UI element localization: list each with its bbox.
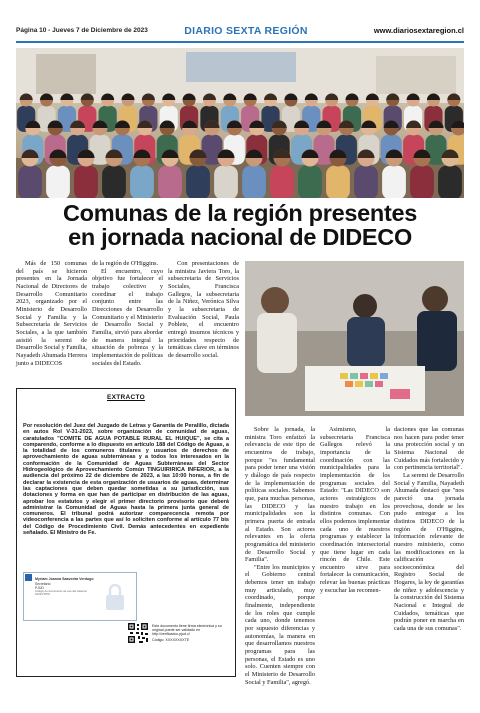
person-figure [242,166,266,198]
person-figure [186,166,210,198]
group-photo [16,48,464,198]
header-rule [16,41,464,43]
headline-line-2: en jornada nacional de DIDECO [68,224,412,250]
article-paragraph: Más de 150 comunas del país se hicieron presentes en la Jornada Nacional de Directores de Desarrollo Comunitario 2023, organizado por el Ministerio de Desarrollo Social y Familia y la Subsecretaría de Servicios Sociales, a la que también asistió la seremi de Desarrollo Social y Familia, Nayadeth Ahumada Herrera junto a DIDECOS [16,260,87,367]
article-column-4 [245,426,315,686]
person-figure [18,166,42,198]
person-figure [46,166,70,198]
signer-role: Secretario [35,582,51,586]
article-paragraph: de la región de O'Higgins. [92,260,159,267]
article-paragraph: Con presentaciones de la ministra Javiera Toro, la subsecretaria de Servicios Sociales, Francisca Gallegos, la subsecretaria de la Niñez, Verónica Silva y la subsecretaria de Evaluación Social, Paula Poblete, el encuentro entregó insumos técnicos y prioridades respecto de temáticas clave en términos de desarrollo social. [168,260,239,359]
signer-org: PJUD [35,586,44,590]
article-paragraph: La seremi de Desarrollo Social y Familia, Nayadeth Ahumada destacó que "nos pareció una jornada provechosa, donde se les pudo entregar a los distintos DIDECO de la región de O'Higgins, información relevante de nuestro ministerio, como las modificaciones en la calificación socioeconómica del Registro Social de Hogares, la ley de garantías de niñez y adolescencia y la construcción del Sistema Nacional e Integral de Cuidados, temáticas que podrán poner en marcha en cada una de sus comunas". [394,471,464,633]
page-number-date: Página 10 - Jueves 7 de Diciembre de 2023 [16,27,148,34]
workshop-photo-illustration [245,261,464,416]
person-figure [130,166,154,198]
group-photo-illustration [16,48,464,198]
signer-name: Myriam Joanna Saavedra Verdugo [35,577,94,581]
person-figure [410,166,434,198]
article-paragraph: Asimismo, la subsecretaria Francisca Gallegos relevó la importancia de la coordinación con las municipalidades para la implementación de los programas sociales del Estado: "Las DIDECO son actores estratégicos de nuestro trabajo en los distintos comunas. Con ellos podemos implementar cada uno de nuestros programas y establecer la coordinación intersectorial que tiene lugar en cada rincón de Chile. Este encuentro sirve para fortalecer la comunicación, relevar las buenas prácticas y escuchar las recomen- [320,426,390,594]
legal-notice-box [16,388,236,677]
person-figure [158,166,182,198]
pjud-logo-icon [25,574,32,581]
headline-line-1: Comunas de la región presentes [62,200,418,226]
article-paragraph: daciones que las comunas nos hacen para poder tener una protección social y un Sistema Nacional de Cuidados más fortalecido y con pertinencia territorial". [394,426,464,472]
legal-notice-title: EXTRACTO [106,394,146,401]
signature-lock-icon [100,581,130,613]
article-column-2 [92,260,163,367]
qr-validation-code: Código: XXXXXXXXTE [152,638,190,642]
qr-code-icon[interactable] [127,622,149,644]
person-figure [270,166,294,198]
article-paragraph: "Entre los municipios y el Gobierno central debemos tener un trabajo muy articulado, muy coordinado, porque finalmente, independiente de los roles que cumple cada uno, donde tenemos por supuesto diferencias y autonomías, la manera en que desarrollamos nuestros programas para las personas, el Estado es uno solo. Cuenten siempre con el Ministerio de Desarrollo Social y Familia", agregó. [245,563,315,686]
legal-notice-body: Por resolución del Juez del Juzgado de Letras y Garantía de Peralillo, dictada en autos Rol V-31-2023, sobre organización de comunidad de aguas, caratulados "COMITE DE AGUA POTABLE RURAL EL HUIQUE", se cita a comparendo, conforme a lo dispuesto en artículo 188 del Código de Aguas, a la totalidad de los comuneros titulares y usuarios de derechos de aprovechamiento de aguas subterráneas y a todos los interesados en la conformación de la Comunidad de Aguas Subterráneas del Sector Hidrogeológico de Aprovechamiento Común TINGUIRIRICA INFERIOR, a la audiencia del próximo 22 de diciembre de 2023, a las 10:00 horas, a fin de declarar la existencia de esta organización de usuarios de aguas, determinar las captaciones que deben quedar sometidas a su jurisdicción, sus dotaciones y forma en que han de participar en distribución de las aguas, aprobar los estatutos y elegir el primer directorio provisorio que deberá administrar la Comunidad de Aguas hasta la primera junta general de comuneros. El tribunal podrá autorizar comparecencia remota por videoconferencia a las partes que así lo soliciten conforme al artículo 77 bis del Código de Procedimiento Civil. Demás antecedentes en expediente señalado. El Ministro de Fe. [23,423,229,537]
person-figure [382,166,406,198]
electronic-signature [23,572,137,621]
person-figure [298,166,322,198]
person-figure [74,166,98,198]
signer-meta: Código de documento de uso del sistema: 01234 5678 [35,589,88,597]
article-column-1 [16,260,87,367]
person-figure [354,166,378,198]
article-column-5 [320,426,390,594]
masthead: DIARIO SEXTA REGIÓN [184,25,308,37]
article-paragraph: El encuentro, cuyo objetivo fue fortalecer el trabajo colectivo y coordinar el trabajo conjunto entre las Direcciones de Desarrollo Comunitario y el Ministerio de Desarrollo Social y Familia, sirvió para abordar de manera integral la situación de pobreza y la implementación de políticas sociales del Estado. [92,267,163,367]
person-figure [326,166,350,198]
article-headline [16,201,464,249]
qr-validation-text: Este documento tiene firma electrónica y su original puede ser validado en http://verificadoc.pjud.cl [152,624,222,637]
article-column-3 [168,260,239,360]
article-paragraph: Sobre la jornada, la ministra Toro enfatizó la relevancia de este tipo de encuentros de trabajo, porque "es fundamental para poder tener una visión y diálogo de país respecto de la implementación de políticas sociales. Sabemos que, para muchas personas, las DIDECO y las municipalidades son la primera puerta de entrada al Estado. Son actores relevantes en la oferta programática del ministerio de Desarrollo Social y Familia". [245,426,315,564]
page-header [16,26,464,40]
workshop-photo [245,261,464,416]
person-figure [102,166,126,198]
person-figure [438,166,462,198]
person-figure [214,166,238,198]
website-link[interactable]: www.diariosextaregion.cl [373,26,464,35]
article-column-6 [394,426,464,633]
